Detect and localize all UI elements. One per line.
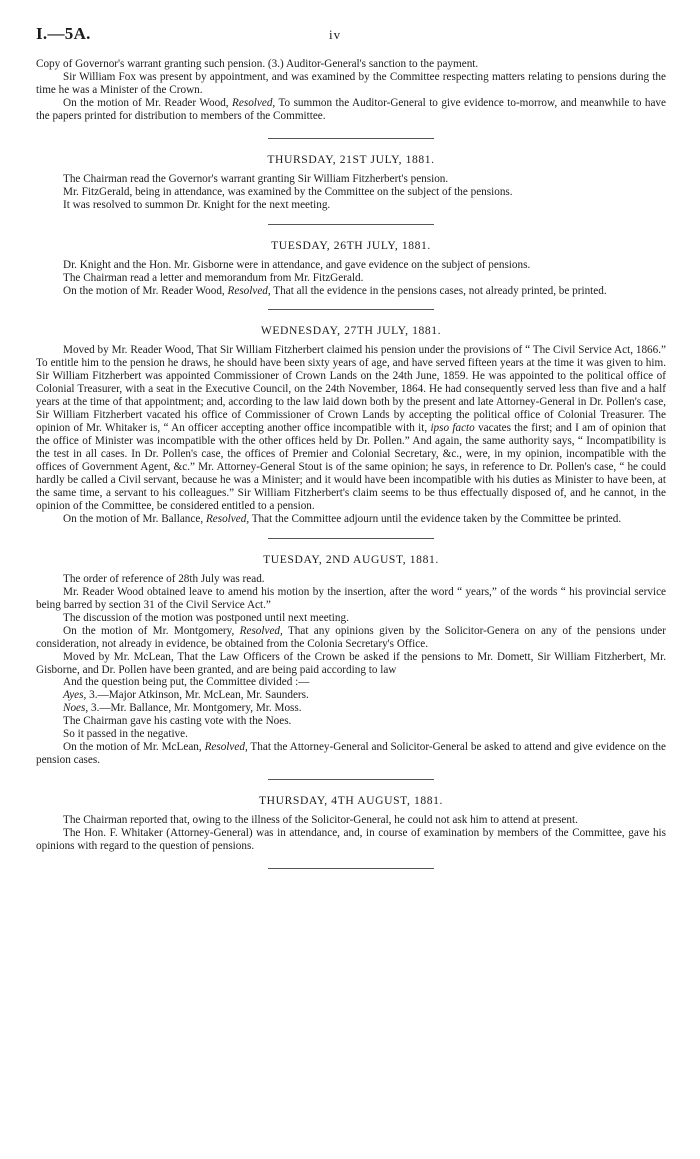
vote-noes: Noes, 3.—Mr. Ballance, Mr. Montgomery, Mr. Moss. bbox=[63, 702, 302, 715]
paragraph: It was resolved to summon Dr. Knight for the next meeting. bbox=[63, 198, 331, 211]
intro-block bbox=[36, 58, 666, 123]
paragraph: The order of reference of 28th July was read. bbox=[63, 572, 265, 585]
paragraph: So it passed in the negative. bbox=[63, 728, 188, 741]
meeting-section-2-august bbox=[36, 553, 666, 767]
meeting-date-heading: THURSDAY, 4TH AUGUST, 1881. bbox=[258, 794, 444, 808]
section-divider bbox=[268, 868, 434, 869]
paragraph: The Chairman read a letter and memorandum from Mr. FitzGerald. bbox=[63, 271, 364, 284]
paragraph: Copy of Governor's warrant granting such pension. (3.) Auditor-General's sanction to the payment. bbox=[36, 58, 479, 70]
meeting-date-heading: WEDNESDAY, 27TH JULY, 1881. bbox=[260, 324, 442, 338]
page-header bbox=[36, 24, 666, 46]
meeting-section-21-july bbox=[36, 153, 666, 212]
meeting-section-26-july bbox=[36, 239, 666, 298]
meeting-date-heading: THURSDAY, 21ST JULY, 1881. bbox=[267, 152, 435, 166]
meeting-date-heading: TUESDAY, 26TH JULY, 1881. bbox=[271, 238, 431, 252]
document-body bbox=[36, 58, 666, 869]
paragraph: Moved by Mr. McLean, That the Law Officers of the Crown be asked if the pensions to Mr. Domett, Sir William Fitzherbert, Mr. Gisborne, and Dr. Pollen have been granted, and are being paid according to law bbox=[36, 650, 666, 676]
meeting-section-4-august bbox=[36, 794, 666, 853]
paragraph: On the motion of Mr. Reader Wood, Resolved, To summon the Auditor-General to give evidence to-morrow, and meanwhile to have the papers printed for distribution to members of the Committee. bbox=[36, 96, 666, 122]
paragraph: The Hon. F. Whitaker (Attorney-General) was in attendance, and, in course of examination by members of the Committee, gave his opinions with regard to the question of pensions. bbox=[36, 827, 666, 853]
meeting-section-27-july bbox=[36, 324, 666, 525]
paragraph: Moved by Mr. Reader Wood, That Sir William Fitzherbert claimed his pension under the provisions of “ The Civil Service Act, 1866.” To entitle him to the pension he draws, he should have been sixty years of age, and have served fifteen years at the time it was given to him. Sir William Fitzherbert was appointed Commissioner of Crown Lands on the 24th June, 1859. He was appointed to the political office of Colonial Treasurer, with a seat in the Executive Council, on the 24th November, 1864. He had consequently served less than five and a half years at the time of that appointment; and, according to the law laid down both by the present and late Attorney-General in Dr. Pollen's case, Sir William Fitzherbert vacated his office of Commissioner of Crown Lands by accepting the political office of Colonial Treasurer. The opinion of Mr. Whitaker is, “ An officer accepting another office incompatible with it, ipso facto vacates the first; and I am of opinion that the office of Minister was incompatible with the other offices held by Dr. Pollen.” And again, the same authority says, “ Incompatibility is the test in all cases. In Dr. Pollen's case, the offices of Premier and Colonial Secretary, &c., were, in my opinion, incompatible with the offices of Government Agent, &c.” Mr. Attorney-General Stout is of the same opinion; he says, in reference to Dr. Pollen's case, “ he could hardly be called a Civil servant, because he was a Minister; and it would have been incompatible with his duties as Minister to have been, at the same time, a servant to his colleagues.” Sir William Fitzherbert's claim seems to be thus effectually disposed of, and he cannot, in the opinion of the Committee, be considered entitled to a pension. bbox=[36, 344, 666, 512]
paragraph: Sir William Fox was present by appointment, and was examined by the Committee respecting matters relating to pensions during the time he was a Minister of the Crown. bbox=[36, 70, 666, 96]
vote-ayes: Ayes, 3.—Major Atkinson, Mr. McLean, Mr. Saunders. bbox=[63, 689, 309, 702]
paragraph: Mr. Reader Wood obtained leave to amend his motion by the insertion, after the word “ years,” of the words “ his provincial service being barred by section 31 of the Civil Service Act.” bbox=[36, 585, 666, 611]
paragraph: On the motion of Mr. McLean, Resolved, That the Attorney-General and Solicitor-General be asked to attend and give evidence on the pension cases. bbox=[36, 741, 666, 767]
paragraph: The Chairman gave his casting vote with the Noes. bbox=[63, 715, 292, 728]
paragraph: Dr. Knight and the Hon. Mr. Gisborne were in attendance, and gave evidence on the subject of pensions. bbox=[63, 258, 531, 271]
paragraph: The Chairman reported that, owing to the illness of the Solicitor-General, he could not ask him to attend at present. bbox=[63, 814, 578, 827]
paragraph: The Chairman read the Governor's warrant granting Sir William Fitzherbert's pension. bbox=[63, 172, 449, 185]
paragraph: Mr. FitzGerald, being in attendance, was examined by the Committee on the subject of the pensions. bbox=[63, 185, 513, 198]
page-number: iv bbox=[329, 27, 342, 42]
paragraph: On the motion of Mr. Reader Wood, Resolved, That all the evidence in the pensions cases, not already printed, be printed. bbox=[63, 284, 607, 297]
paragraph: On the motion of Mr. Montgomery, Resolved, That any opinions given by the Solicitor-Genera on any of the pensions under consideration, not already in evidence, be obtained from the Colonia Secretary's Office. bbox=[36, 624, 666, 650]
paragraph: The discussion of the motion was postponed until next meeting. bbox=[63, 611, 349, 624]
paragraph: And the question being put, the Committee divided :— bbox=[63, 676, 310, 689]
paragraph: On the motion of Mr. Ballance, Resolved, That the Committee adjourn until the evidence taken by the Committee be printed. bbox=[63, 512, 622, 525]
document-reference: I.—5A. bbox=[36, 24, 91, 43]
meeting-date-heading: TUESDAY, 2ND AUGUST, 1881. bbox=[263, 552, 439, 566]
